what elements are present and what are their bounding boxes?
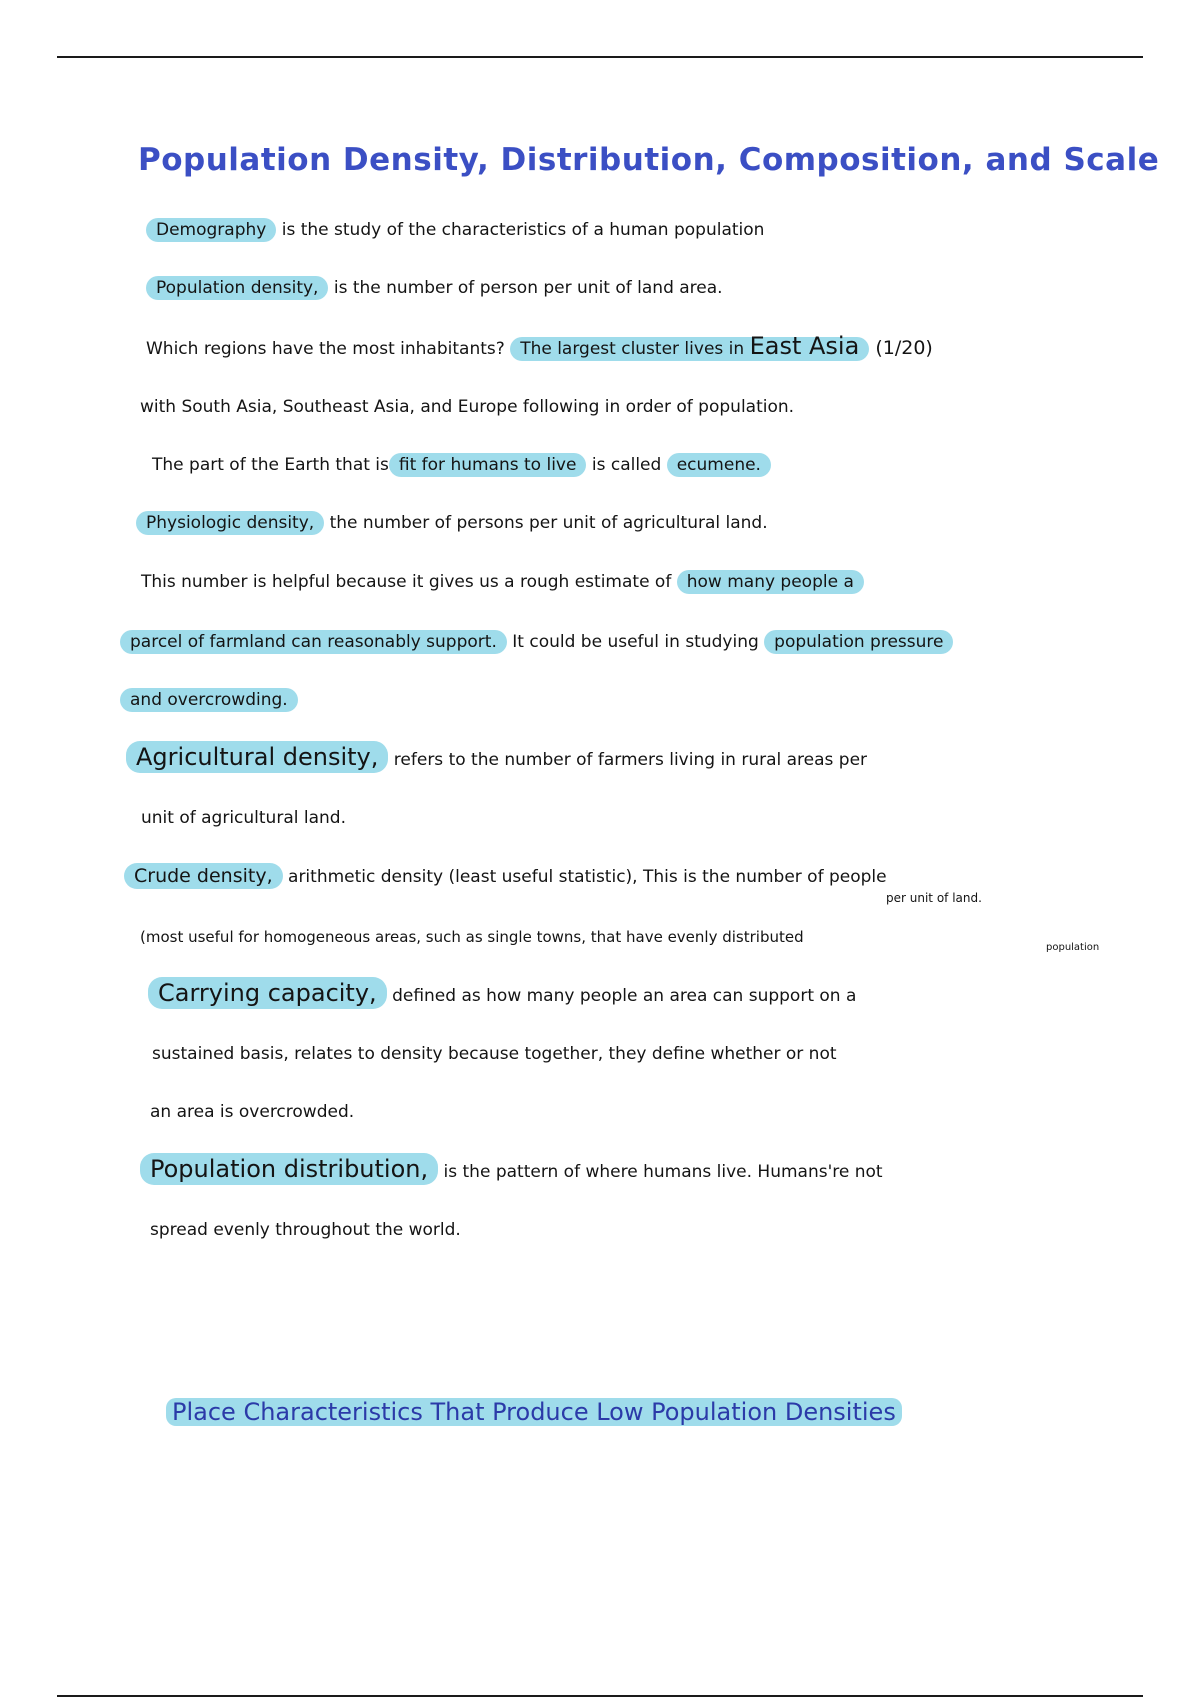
highlight-parcel-of-farmland: parcel of farmland can reasonably support. (120, 630, 507, 654)
line-homogeneous: (most useful for homogeneous areas, such as single towns, that have evenly distributed (140, 928, 804, 946)
line-agricultural-density: Agricultural density, refers to the number of farmers living in rural areas per (126, 742, 867, 775)
line-carrying-capacity: Carrying capacity, defined as how many people an area can support on a (148, 978, 856, 1011)
term-demography: Demography (146, 218, 276, 242)
population-note: population (1046, 942, 1100, 953)
line-helpful: This number is helpful because it gives us a rough estimate of how many people a (141, 567, 864, 597)
highlight-how-many-people: how many people a (677, 570, 864, 594)
highlight-fit-for-humans: fit for humans to live (389, 453, 587, 477)
term-carrying-capacity: Carrying capacity, (148, 977, 387, 1009)
term-agricultural-density: Agricultural density, (126, 741, 388, 773)
line-physiologic-density: Physiologic density, the number of persons per unit of agricultural land. (136, 508, 768, 538)
line-spread: spread evenly throughout the world. (150, 1220, 461, 1240)
bottom-rule (57, 1695, 1143, 1697)
line-following: with South Asia, Southeast Asia, and Europe following in order of population. (140, 397, 795, 417)
highlight-largest-cluster: The largest cluster lives in East Asia (510, 337, 869, 361)
line-population-distribution: Population distribution, is the pattern of where humans live. Humans're not (140, 1154, 883, 1187)
line-crude-density: Crude density, arithmetic density (least useful statistic), This is the number of people (124, 861, 887, 892)
term-population-distribution: Population distribution, (140, 1153, 438, 1185)
section-subtitle: Place Characteristics That Produce Low Population Densities (166, 1398, 902, 1426)
line-demography: Demography is the study of the characteristics of a human population (146, 215, 764, 245)
term-ecumene: ecumene. (667, 453, 771, 477)
line-farmland: parcel of farmland can reasonably support. It could be useful in studying population pressure (120, 627, 953, 657)
term-physiologic-density: Physiologic density, (136, 511, 324, 535)
line-population-density: Population density, is the number of person per unit of land area. (146, 273, 723, 303)
line-agricultural-land: unit of agricultural land. (141, 808, 346, 828)
line-overcrowding (120, 685, 298, 715)
crude-density-note: per unit of land. (886, 891, 982, 905)
term-crude-density: Crude density, (124, 863, 283, 889)
line-ecumene: The part of the Earth that is fit for humans to live is called ecumene. (152, 450, 771, 480)
highlight-overcrowding: and overcrowding. (120, 688, 298, 712)
line-overcrowded: an area is overcrowded. (150, 1102, 355, 1122)
line-sustained: sustained basis, relates to density because together, they define whether or not (152, 1044, 837, 1064)
page-title: Population Density, Distribution, Composition, and Scale (138, 142, 1160, 178)
term-population-density: Population density, (146, 276, 328, 300)
line-regions: Which regions have the most inhabitants? The largest cluster lives in East Asia (1/20) (146, 332, 933, 360)
highlight-population-pressure: population pressure (764, 630, 953, 654)
